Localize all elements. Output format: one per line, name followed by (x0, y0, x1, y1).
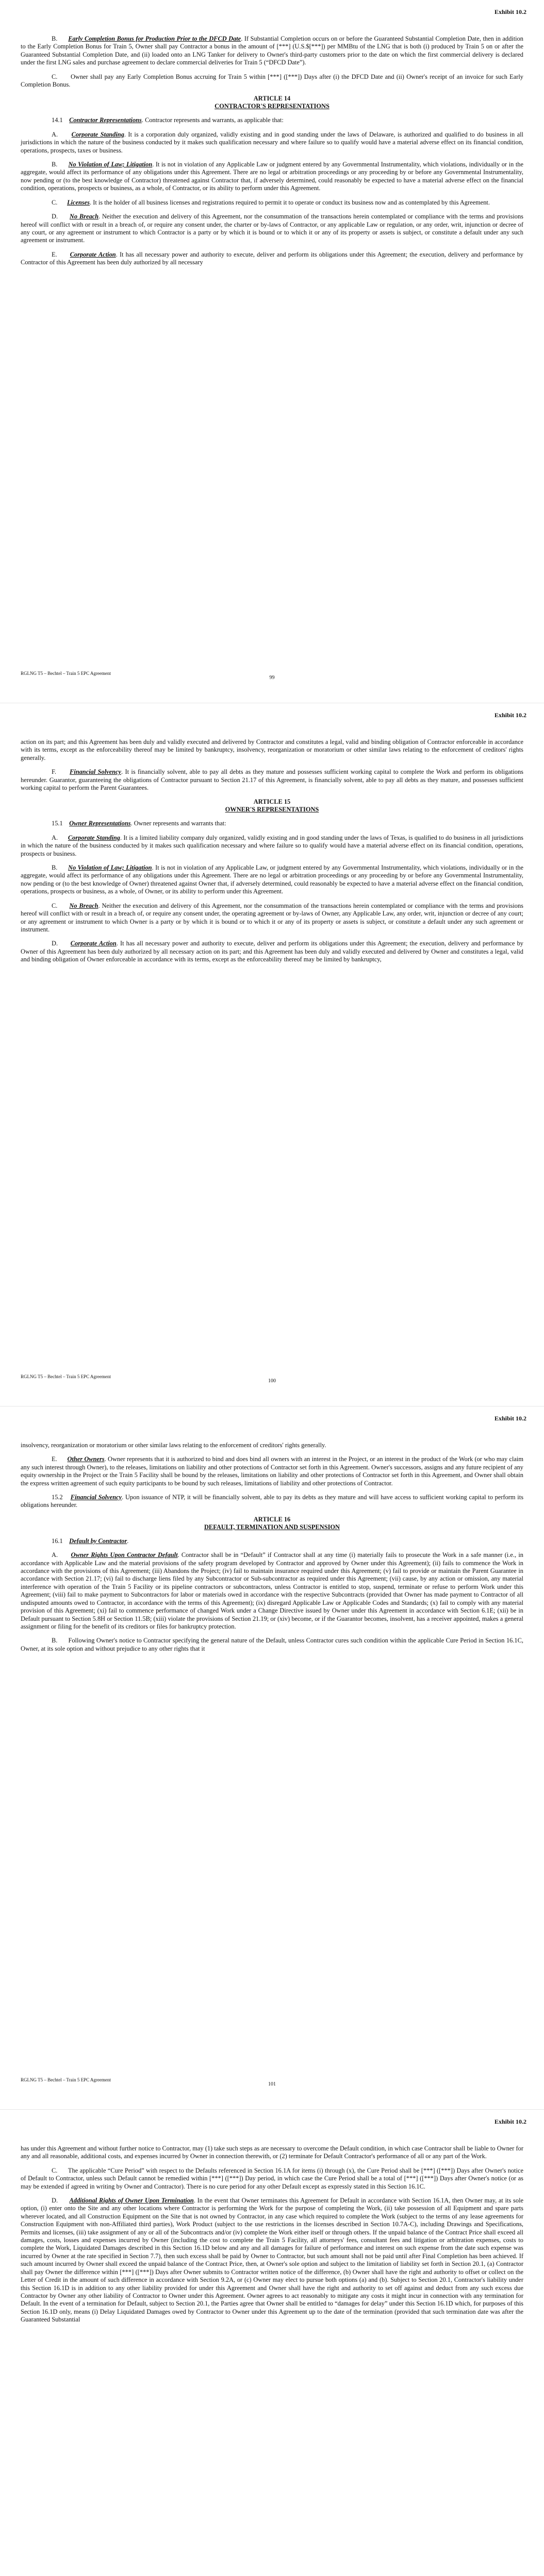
clause-text: . It is financially solvent, able to pay all debts as they mature and possesses sufficient working capital to complete the Work and perform its obligations hereunder. Guarantor, guaranteeing the obligations of Contractor pursuant to Section 21.17 of this Agreement, is financially solvent, able to pay all debts as they mature, and possesses sufficient working capital to perform the Parent Guarantees. (21, 768, 524, 792)
clause-title: Additional Rights of Owner Upon Termination (69, 2197, 194, 2205)
page-body (21, 2145, 523, 2330)
clause-paragraph (21, 199, 523, 207)
clause-number: B. (52, 161, 69, 168)
clause-title: No Violation of Law; Litigation (68, 161, 153, 168)
clause-text: . Owner represents and warrants that: (130, 820, 226, 827)
clause-title: Owner Representations (69, 820, 131, 827)
clause-paragraph (21, 768, 523, 792)
clause-paragraph (21, 820, 523, 827)
clause-paragraph (21, 161, 523, 193)
clause-number: C. (52, 73, 71, 80)
clause-title: Owner Rights Upon Contractor Default (71, 1551, 178, 1559)
clause-paragraph (21, 940, 523, 963)
article-heading (21, 1516, 523, 1531)
clause-title: Corporate Standing (71, 130, 124, 138)
document-page (0, 1406, 544, 2110)
page-body (21, 1442, 523, 1659)
footer-label: RGLNG T5 – Bechtel – Train 5 EPC Agreement (21, 671, 111, 676)
clause-paragraph (21, 1537, 523, 1545)
clause-number: E. (52, 1455, 68, 1463)
clause-paragraph (21, 131, 523, 155)
clause-number: A. (52, 1551, 71, 1559)
clause-number: C. (52, 2166, 68, 2174)
clause-number: 15.2 (52, 1494, 71, 1501)
clause-text: . In the event that Owner terminates this Agreement for Default in accordance with Section 16.1A, then Owner may, at its sole option, (i) enter onto the Site and any other locations where Contractor is performing the Work for the purpose of completing the Work, (ii) take possession of all Equipment and spare parts wherever located, and all Construction Equipment on the Site that is not owned by Contractor, in any case which required to complete the Work (subject to the terms of any lease agreements for Construction Equipment with non-Affiliated third parties), Work Product (subject to the use restrictions in the licenses described in Section 10.7A-C), including Drawings and Specifications, Permits and licenses, (iii) take assignment of any or all of the Subcontracts and/or (iv) complete the Work either itself or through others. If the unpaid balance of the Contract Price shall exceed all damages, costs, losses and expenses incurred by Owner (including the cost to complete the Train 5 Facility, all attorneys' fees, consultant fees and litigation or arbitration expenses, costs to complete the Work, Liquidated Damages described in this Section 16.1D below and any and all damages for failure of performance and interest on such expense from the date such expense was incurred by Owner at the rate specified in Section 7.7), then such excess shall be paid by Owner to Contractor, but such amount shall not be paid until after Final Completion has been achieved. If such amount incurred by Owner shall exceed the unpaid balance of the Contract Price, then, at Owner's sole option and subject to the limitation of liability set forth in Section 20.1, (a) Contractor shall pay Owner the difference within [***] ([***]) Days after Owner submits to Contractor written notice of the difference, (b) Owner shall have the right and authority to offset or collect on the Letter of Credit in the amount of such difference in accordance with Section 9.2A, or (c) Owner may elect to pursue both options (a) and (b). Subject to Section 20.1, Contractor's liability under this Section 16.1D is in addition to any other liability provided for under this Agreement and Owner shall have the right and authority to set off against and deduct from any such excess due Contractor by Owner any other liability of Contractor to Owner under this Agreement. Owner agrees to act reasonably to mitigate any costs it might incur in connection with any termination for Default. In the event of a termination for Default, subject to Section 20.1, the Parties agree that Owner shall be entitled to “damages for delay” under this Section 16.1D which, for purposes of this Section 16.1D only, means (i) Delay Liquidated Damages owed by Contractor to Owner under this Agreement up to the date of the termination (provided that such termination date was after the Guaranteed Substantial (21, 2197, 524, 2324)
article-title: CONTRACTOR'S REPRESENTATIONS (215, 103, 329, 110)
clause-title: Default by Contractor (69, 1537, 127, 1545)
clause-title: Financial Solvency (70, 1494, 122, 1501)
page-number: 99 (269, 675, 275, 681)
clause-title: Early Completion Bonus for Production Prior to the DFCD Date (68, 35, 241, 42)
clause-text: . It is not in violation of any Applicable Law, or judgment entered by any Governmental Instrumentality, which violations, individually or in the aggregate, would affect its performance of any obligations under this Agreement. There are no legal or arbitration proceedings or any proceeding by or before any Governmental Instrumentality, now pending or (to the best knowledge of Owner) threatened against Owner that, if adversely determined, could reasonably be expected to have a material adverse effect on the financial condition, operations, prospects or business, as a whole, of Owner, or its ability to perform under this Agreement. (21, 864, 523, 895)
clause-number: 14.1 (52, 116, 70, 124)
clause-text: . Upon issuance of NTP, it will be financially solvent, able to pay its debts as they mature and will have access to sufficient working capital to perform its obligations hereunder. (21, 1494, 524, 1509)
continued-paragraph: insolvency, reorganization or moratorium or other similar laws relating to the enforcement of creditors' rights generally. (21, 1442, 326, 1449)
article-number: ARTICLE 14 (253, 95, 291, 103)
clause-paragraph (21, 1551, 523, 1631)
document-page (0, 2110, 544, 2576)
clause-paragraph (21, 834, 523, 858)
clause-paragraph (21, 2197, 523, 2324)
clause-title: No Breach (69, 902, 98, 909)
page-number: 100 (268, 1378, 276, 1384)
clause-title: No Breach (69, 213, 99, 221)
clause-paragraph (21, 73, 523, 89)
clause-number: C. (52, 198, 67, 206)
clause-title: Corporate Action (70, 940, 117, 947)
continued-paragraph: has under this Agreement and without further notice to Contractor, may (1) take such steps as are necessary to overcome the Default condition, in which case Contractor shall be liable to Owner for any and all reasonable, additional costs, and expenses incurred by Owner in connection therewith, or (2) terminate for Default Contractor's performance of all or any part of the Work. (21, 2145, 523, 2160)
clause-number: D. (52, 2197, 70, 2205)
exhibit-label: Exhibit 10.2 (494, 8, 526, 15)
clause-text: . It is not in violation of any Applicable Law or judgment entered by any Governmental Instrumentality, which violations, individually or in the aggregate, would affect its performance of any obligations under this Agreement. There are no legal or arbitration proceedings or any proceeding by or before any Governmental Instrumentality, now pending or (to the best knowledge of Contractor) threatened against Contractor that, if adversely determined, could reasonably be expected to have a material adverse effect on the financial condition, operations, prospects or business, as a whole, of Contractor, or its ability to perform under this Agreement. (21, 161, 523, 192)
article-heading (21, 95, 523, 110)
clause-title: Corporate Action (70, 250, 116, 258)
exhibit-label: Exhibit 10.2 (494, 711, 526, 719)
clause-paragraph (21, 2167, 523, 2191)
clause-text: Owner shall pay any Early Completion Bonus accruing for Train 5 within [***] ([***]) Days after (i) the DFCD Date and (ii) Owner's receipt of an invoice for such Early Completion Bonus. (21, 73, 523, 89)
clause-text: . Contractor shall be in “Default” if Contractor shall at any time (i) materially fails to prosecute the Work in a safe manner (i.e., in accordance with Applicable Law and the material provisions of the safety program developed by Contractor and approved by Owner under this Agreement); (ii) fails to commence the Work in accordance with the provisions of this Agreement; (iii) Abandons the Project; (iv) fail to maintain insurance required under this Agreement; (v) fail to provide or maintain the Parent Guarantee in accordance with Section 21.17; (vi) fail to discharge liens filed by any Subcontractor or Sub-subcontractor as required under this Agreement; (vii) cause, by any action or omission, any material interference with operation of the Train 5 Facility or its pipeline contractors or subcontractors, unless Contractor is entitled to stop, suspend, terminate or refuse to perform Work under this Agreement; (viii) fail to make payment to Subcontractors for labor or materials owed in accordance with the respective Subcontracts (provided that Owner has made payment to Contractor of all undisputed amounts owed to Contractor, in accordance with the terms of this Agreement); (ix) disregard Applicable Law or Applicable Codes and Standards; (x) fail to comply with any material provision of this Agreement; (xi) fail to commence performance of changed Work under a Change Directive issued by Owner under this Agreement in accordance with Section 6.1E; (xii) be in Default pursuant to Section 5.8H or Section 11.5B; (xiii) violate the provisions of Section 21.19; or (xiv) become, or if the Guarantor becomes, insolvent, has a receiver appointed, makes a general assignment or filing for the benefit of its creditors or files for bankruptcy protection. (21, 1551, 523, 1630)
clause-number: F. (52, 768, 70, 776)
clause-text: . Neither the execution and delivery of this Agreement, nor the consummation of the transactions herein contemplated or compliance with the terms and provisions hereof will conflict with or result in a breach of, or require any consent under, the charter or by-laws of Contractor, or any applicable Law or regulation, or any order, writ, injunction or decree of any court, or any agreement or instrument to which Contractor is a party or by which it is bound or to which it or any of its property or assets is subject, or constitute a default under any such agreement or instrument. (21, 213, 523, 244)
article-heading (21, 798, 523, 814)
clause-number: E. (52, 250, 70, 258)
clause-paragraph (21, 1637, 523, 1653)
clause-title: Other Owners (67, 1455, 105, 1463)
clause-paragraph (21, 1494, 523, 1510)
continued-paragraph: action on its part; and this Agreement has been duly and validly executed and delivered by Contractor and constitutes a legal, valid and binding obligation of Contractor enforceable in accordance with its terms, except as the enforceability thereof may be limited by bankruptcy, insolvency, reorganization or moratorium or other similar laws relating to the enforcement of creditors' rights generally. (21, 738, 523, 761)
clause-title: Financial Solvency (70, 768, 122, 776)
clause-title: Contractor Representations (69, 116, 142, 124)
clause-text: Following Owner's notice to Contractor specifying the general nature of the Default, unless Contractor cures such condition within the applicable Cure Period in Section 16.1C, Owner, at its sole option and without prejudice to any other rights that it (21, 1637, 523, 1652)
clause-number: A. (52, 834, 68, 841)
clause-number: A. (52, 130, 72, 138)
clause-text: . Owner represents that it is authorized to bind and does bind all owners with an interest in the Project, or an interest in the product of the Work (or who may claim any such interest through Owner), to the releases, limitations on liability and other protections of Contractor set forth in this Agreement. Owner's successors, assigns and any future recipient of any equity ownership in the Project or the Train 5 Facility shall be bound by the releases, limitations on liability and other protections of Contractor set forth in this Agreement, and Owner shall obtain the express written agreement of such equity participants to be bound by such releases, limitations of liability and other protections of Contractor. (21, 1455, 523, 1487)
clause-number: 15.1 (52, 820, 70, 827)
clause-text: . It has all necessary power and authority to execute, deliver and perform its obligations under this Agreement; the execution, delivery and performance by Contractor of this Agreement has been duly authorized by all necessary (21, 250, 523, 266)
page-number: 101 (268, 2081, 276, 2087)
article-title: OWNER'S REPRESENTATIONS (225, 806, 319, 814)
clause-text: The applicable “Cure Period” with respect to the Defaults referenced in Section 16.1A for items (i) through (x), the Cure Period shall be [***] ([***]) Days after Owner's notice of Default to Contractor, unless such Default cannot be remedied within [***] ([***]) Day period, in which case the Cure Period shall be a total of [***] ([***]) Days after Owner's notice (or as may be extended if agreed in writing by Owner and Contractor). There is no cure period for any other Default except as expressly stated in this Section 16.1C. (21, 2166, 524, 2190)
page-body (21, 738, 523, 970)
clause-paragraph (21, 1455, 523, 1487)
clause-text: . (127, 1537, 129, 1545)
clause-paragraph (21, 116, 523, 124)
clause-text: . Contractor represents and warrants, as applicable that: (141, 116, 284, 124)
article-title: DEFAULT, TERMINATION AND SUSPENSION (204, 1523, 340, 1531)
clause-number: D. (52, 940, 71, 947)
clause-number: B. (52, 1637, 69, 1645)
exhibit-label: Exhibit 10.2 (494, 2118, 526, 2125)
article-number: ARTICLE 16 (253, 1515, 291, 1523)
clause-number: B. (52, 864, 69, 872)
footer-label: RGLNG T5 – Bechtel – Train 5 EPC Agreement (21, 1374, 111, 1379)
footer-label: RGLNG T5 – Bechtel – Train 5 EPC Agreement (21, 2077, 111, 2082)
clause-number: B. (52, 35, 69, 42)
clause-paragraph (21, 902, 523, 934)
clause-title: Licenses (67, 198, 90, 206)
clause-number: C. (52, 902, 70, 909)
clause-paragraph (21, 213, 523, 245)
clause-text: . If Substantial Completion occurs on or before the Guaranteed Substantial Completion Date, then in addition to the Early Completion Bonus for Train 5, Owner shall pay Contractor a bonus in the amount of [***] (U.S.$[***]) per MMBtu of the LNG that is both (i) produced by Train 5 on or after the Guaranteed Substantial Completion Date, and (ii) loaded onto an LNG Tanker for delivery to Owner's third-party customers prior to the date on which the first commercial delivery is declared under the first LNG sales and purchase agreement to declare commercial deliveries for Train 5 (“DFCD Date”). (21, 35, 523, 66)
clause-text: . It is the holder of all business licenses and registrations required to permit it to operate or conduct its business now and as contemplated by this Agreement. (90, 198, 490, 206)
article-number: ARTICLE 15 (253, 798, 291, 806)
exhibit-label: Exhibit 10.2 (494, 1415, 526, 1422)
clause-text: . It has all necessary power and authority to execute, deliver and perform its obligations under this Agreement; the execution, delivery and performance by Owner of this Agreement has been duly authorized by all necessary action on its part; and this Agreement has been duly and validly executed and delivered by Owner and constitutes a legal, valid and binding obligation of Owner enforceable in accordance with its terms, except as the enforceability thereof may be limited by bankruptcy, (21, 940, 523, 963)
clause-text: . It is a limited liability company duly organized, validly existing and in good standing under the laws of Texas, is qualified to do business in all jurisdictions in which the nature of the business conducted by it makes such qualification necessary and where failure so to qualify would have a material adverse effect on its financial condition, operations, prospects or business. (21, 834, 524, 857)
document-page (0, 703, 544, 1406)
clause-paragraph (21, 864, 523, 896)
clause-number: D. (52, 213, 70, 221)
clause-paragraph (21, 35, 523, 67)
clause-paragraph (21, 251, 523, 267)
document-page (0, 0, 544, 703)
clause-number: 16.1 (52, 1537, 70, 1545)
clause-text: . It is a corporation duly organized, validly existing and in good standing under the laws of Delaware, is authorized and qualified to do business in all jurisdictions in which the nature of the business conducted by it makes such qualification necessary and where failure so to qualify would have a material adverse effect on its financial condition, operations, prospects, taxes or business. (21, 130, 523, 154)
clause-title: No Violation of Law; Litigation (68, 864, 152, 872)
clause-text: . Neither the execution and delivery of this Agreement, nor the consummation of the transactions herein contemplated or compliance with the terms and provisions hereof will conflict with or result in a breach of, or require any consent under, the operating agreement or by-laws of Owner, any Applicable Law, any order, writ, injunction or decree of any court; or any agreement or instrument to which Owner is a party or by which it is bound or to which it or any of its property or assets is subject, or constitute a default under any such agreement or instrument. (21, 902, 523, 933)
page-body (21, 35, 523, 273)
clause-title: Corporate Standing (68, 834, 120, 841)
